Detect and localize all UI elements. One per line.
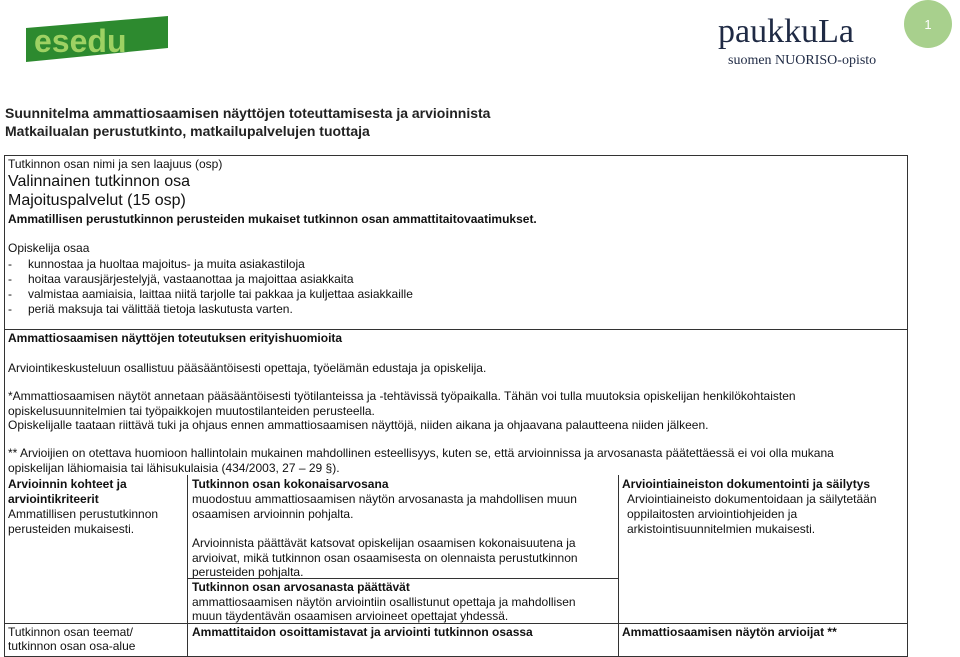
- documentation-text-line3: arkistointisuunnitelmien mukaisesti.: [627, 522, 816, 536]
- special-notes-heading: Ammattiosaamisen näyttöjen toteutuksen erityishuomioita: [8, 331, 343, 345]
- document-title-line1: Suunnitelma ammattiosaamisen näyttöjen toteuttamisesta ja arvioinnista: [5, 105, 491, 121]
- esedu-logo: [22, 12, 172, 66]
- special-notes-para1: Arviointikeskusteluun osallistuu pääsääntöisesti opettaja, työelämän edustaja ja opiskelija.: [8, 361, 487, 375]
- skill-item: - valmistaa aamiaisia, laittaa niitä tarjolle tai pakkaa ja kuljettaa asiakkaille: [8, 287, 413, 301]
- special-notes-para2-line1: *Ammattiosaamisen näytöt annetaan pääsääntöisesti työtilanteissa ja -tehtävissä työpaikalla. Tähän voi tulla muutoksia opiskelijan henkilökohtaisten: [8, 389, 796, 403]
- documentation-text-line1: Arviointiaineisto dokumentoidaan ja säilytetään: [627, 492, 877, 506]
- special-notes-para2-line3: Opiskelijalle taataan riittävä tuki ja ohjaus ennen ammattiosaamisen näyttöjä, niiden aikana ja ohjaavana palautteena niiden jälkeen.: [8, 418, 709, 432]
- document-title: [5, 104, 490, 140]
- esedu-logo-text: esedu: [34, 23, 127, 59]
- student-can-label: Opiskelija osaa: [8, 241, 90, 255]
- module-name-label: Tutkinnon osan nimi ja sen laajuus (osp): [8, 157, 223, 171]
- assessors-decide-line3: perusteiden pohjalta.: [192, 565, 304, 579]
- column-divider: [187, 475, 188, 656]
- documentation-text-line2: oppilaitosten arviointiohjeiden ja: [627, 507, 798, 521]
- overall-grade-text-line2: osaamisen arvioinnin pohjalta.: [192, 507, 354, 521]
- special-notes-para2-line2: opiskelusuunnitelmien tai työpaikkojen muutostilanteiden perusteella.: [8, 404, 375, 418]
- skill-item: - hoitaa varausjärjestelyjä, vastaanottaa ja majoittaa asiakkaita: [8, 272, 354, 286]
- grade-deciders-heading: Tutkinnon osan arvosanasta päättävät: [192, 580, 410, 594]
- special-notes-para3-line2: opiskelijan lähiomaisia tai lähisukulaisia (434/2003, 27 – 29 §).: [8, 461, 340, 475]
- footer-col2: Ammattitaidon osoittamistavat ja arviointi tutkinnon osassa: [192, 625, 533, 639]
- grade-deciders-text-line2: muun täydentävän osaamisen arvioineet opettajat yhdessä.: [192, 609, 509, 623]
- document-title-line2: Matkailualan perustutkinto, matkailupalvelujen tuottaja: [5, 123, 370, 139]
- skill-item: - kunnostaa ja huoltaa majoitus- ja muita asiakastiloja: [8, 257, 305, 271]
- overall-grade-text-line1: muodostuu ammattiosaamisen näytön arvosanasta ja mahdollisen muun: [192, 492, 577, 506]
- assessors-decide-line1: Arvioinnista päättävät katsovat opiskelijan osaamisen kokonaisuutena ja: [192, 536, 576, 550]
- footer-col1-line2: tutkinnon osan osa-alue: [8, 639, 136, 653]
- footer-col3: Ammattiosaamisen näytön arvioijat **: [622, 625, 837, 639]
- grade-deciders-text-line1: ammattiosaamisen näytön arviointiin osallistunut opettaja ja mahdollisen: [192, 595, 576, 609]
- criteria-heading-line2: arviointikriteerit: [8, 492, 99, 506]
- column-divider: [618, 475, 619, 656]
- criteria-heading-line1: Arvioinnin kohteet ja: [8, 477, 127, 491]
- table-divider: [4, 329, 908, 330]
- criteria-text-line1: Ammatillisen perustutkinnon: [8, 507, 159, 521]
- overall-grade-heading: Tutkinnon osan kokonaisarvosana: [192, 477, 389, 491]
- module-name-line2: Majoituspalvelut (15 osp): [8, 192, 186, 209]
- documentation-heading: Arviointiaineiston dokumentointi ja säilytys: [622, 477, 871, 491]
- footer-col1-line1: Tutkinnon osan teemat/: [8, 625, 133, 639]
- inner-divider: [187, 578, 618, 579]
- paukkula-logo-subtext: suomen NUORISO-opisto: [728, 53, 877, 68]
- requirements-heading: Ammatillisen perustutkinnon perusteiden mukaiset tutkinnon osan ammattitaitovaatimukset.: [8, 212, 537, 226]
- page-number-badge: 1: [904, 0, 952, 48]
- criteria-text-line2: perusteiden mukaisesti.: [8, 522, 135, 536]
- paukkula-logo-text: paukkuLa: [718, 13, 854, 50]
- skill-item: - periä maksuja tai välittää tietoja laskutusta varten.: [8, 302, 293, 316]
- assessors-decide-line2: arvioivat, mikä tutkinnon osan osaamisesta on olennaista perustutkinnon: [192, 551, 578, 565]
- special-notes-para3-line1: ** Arvioijien on otettava huomioon hallintolain mukainen mahdollinen esteellisyys, kuten se, että arvioinnissa ja arvosanasta päätettäessä ei voi olla mukana: [8, 446, 834, 460]
- paukkula-logo: [716, 10, 896, 70]
- module-name-line1: Valinnainen tutkinnon osa: [8, 173, 191, 190]
